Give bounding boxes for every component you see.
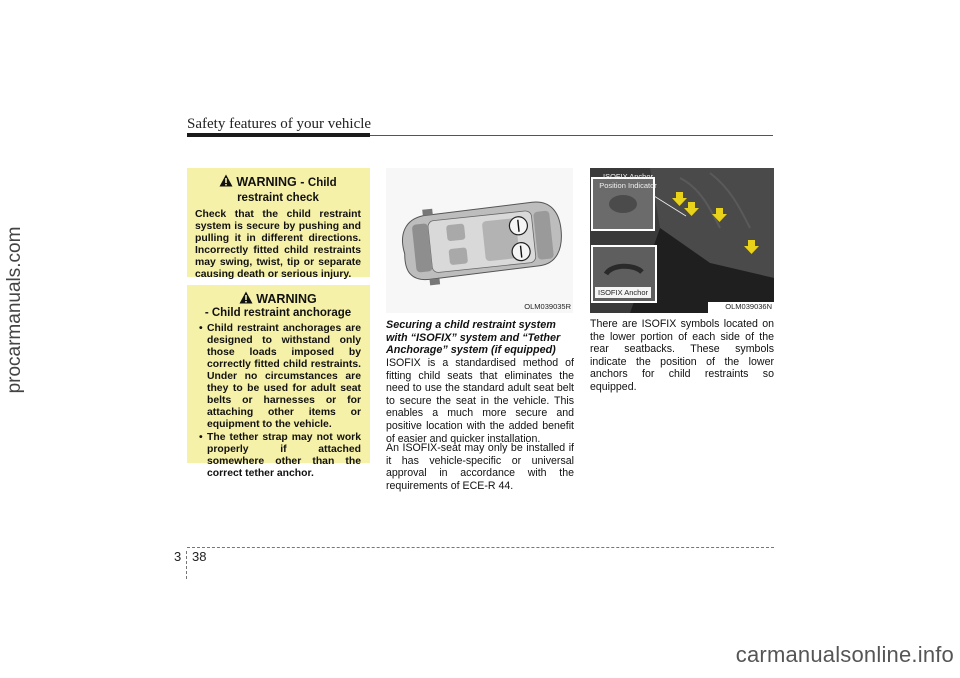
section-subheading: Securing a child restraint system with “ISOFIX” system and “Tether Anchorage” system (if equipped)	[386, 319, 561, 356]
figure-code: OLM039035R	[524, 302, 571, 311]
figure-isofix-seat-photo	[590, 168, 774, 313]
warning-title: - Child restraint anchorage	[204, 307, 352, 319]
paragraph-isofix-approval: An ISOFIX-seat may only be installed if it has vehicle-specific or universal approval in accordance with the requirements of ECE-R 44.	[386, 442, 574, 492]
warning-heading	[195, 174, 361, 205]
label-isofix-anchor: ISOFIX Anchor	[595, 287, 651, 298]
warning-triangle-icon	[219, 174, 233, 187]
warning-box-child-restraint-check	[187, 168, 370, 280]
warning-heading	[195, 291, 361, 306]
warning-title: Child restraint check	[237, 177, 337, 204]
page-number: 38	[192, 549, 207, 564]
warning-box-child-restraint-anchorage	[187, 285, 370, 479]
warning-list-item: • The tether strap may not work properly if attached somewhere other than the correct tether anchor.	[195, 432, 361, 480]
paragraph-isofix-intro: ISOFIX is a standardised method of fitting child seats that eliminates the need to use the standard adult seat belt to secure the seat in the vehicle. This enables a much more secure and positive location with the added benefit of easier and quicker installation.	[386, 357, 574, 445]
figure-car-top-view	[386, 168, 573, 313]
header-rule	[370, 135, 773, 136]
warning-label: WARNING	[256, 292, 317, 306]
paragraph-isofix-symbols: There are ISOFIX symbols located on the lower portion of each side of the rear seatbacks. These symbols indicate the position of the lower anchors for child restraints so equipped.	[590, 318, 774, 393]
chapter-number: 3	[174, 549, 182, 564]
warning-list	[195, 323, 361, 480]
bottom-watermark: carmanualsonline.info	[735, 642, 954, 667]
side-watermark-text: procarmanuals.com	[4, 226, 25, 394]
page-header-title: Safety features of your vehicle	[187, 116, 372, 132]
header-bar	[187, 133, 370, 137]
warning-list-item: • Child restraint anchorages are designed to withstand only those loads imposed by correctly fitted child restraints. Under no circumstances are they to be used for adult seat belts or harnesses or for attaching other items or equipment to the vehicle.	[195, 323, 361, 431]
figure-code: OLM039036N	[725, 302, 772, 311]
side-watermark	[0, 120, 30, 500]
footer-rule	[187, 547, 774, 548]
warning-body: Check that the child restraint system is secure by pushing and pulling it in different directions. Incorrectly fitted child restraints may swing, twist, tip or separate causing death or serious injury.	[195, 209, 361, 280]
car-top-view-illustration	[386, 168, 573, 313]
warning-triangle-icon	[239, 291, 253, 304]
warning-label: WARNING -	[236, 175, 305, 189]
label-isofix-anchor-position-indicator: ISOFIX Anchor Position Indicator	[599, 172, 657, 190]
footer-divider	[186, 551, 187, 579]
